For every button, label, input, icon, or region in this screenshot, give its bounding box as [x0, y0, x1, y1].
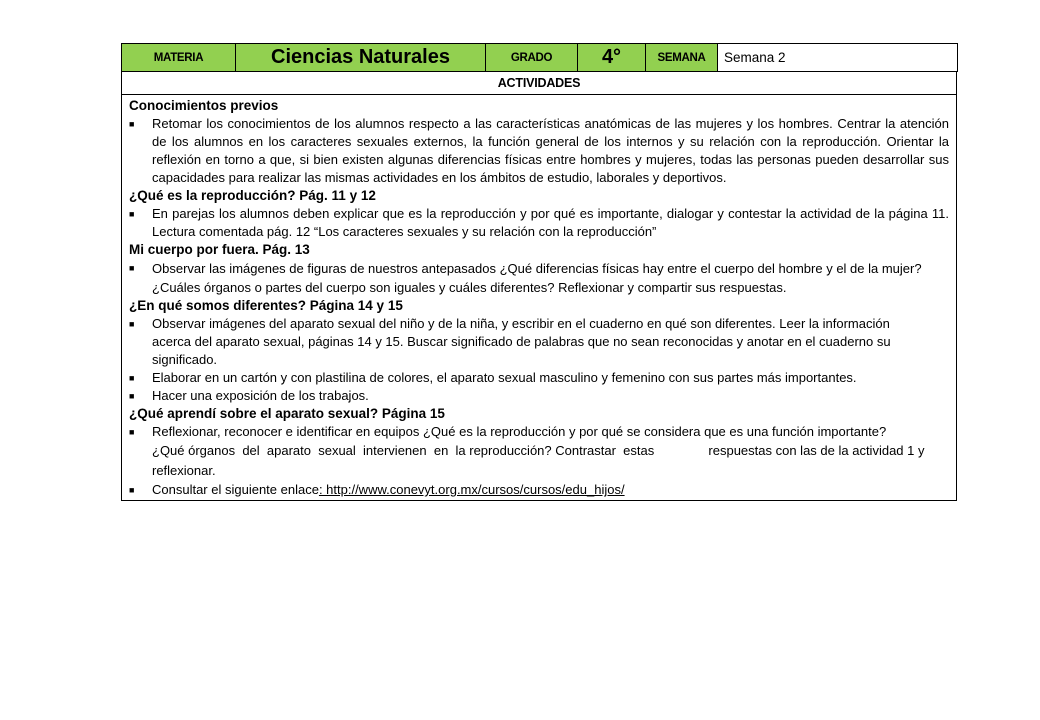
- square-bullet-icon: ■: [129, 391, 135, 401]
- square-bullet-icon: ■: [129, 373, 135, 383]
- list-item: ■ Retomar los conocimientos de los alumnos respecto a las características anatómicas de las mujeres y los hombres. Centrar la atención de los alumnos en los caracteres sexuales externos, la función general de los internos y su relación con la reproducción. Orientar la reflexión en torno a que, si bien existen algunas diferencias físicas entre hombres y mujeres, todas las personas pueden desarrollar sus capacidades para realizar las mismas actividades en los ámbitos de estudio, laborales y deportivos.: [129, 116, 949, 185]
- list-item: ■ Observar las imágenes de figuras de nuestros antepasados ¿Qué diferencias físicas hay entre el cuerpo del hombre y el de la mujer? ¿Cuáles órganos o partes del cuerpo son iguales y cuáles diferentes? Reflexionar y compartir sus respuestas.: [129, 261, 922, 295]
- list-item: ■ Observar imágenes del aparato sexual del niño y de la niña, y escribir en el cuaderno en qué son diferentes. Leer la información: [129, 316, 890, 331]
- list-item-continuation: acerca del aparato sexual, páginas 14 y 15. Buscar significado de palabras que no sean reconocidas y anotar en el cuaderno su significado.: [152, 334, 891, 367]
- actividades-heading: ACTIVIDADES: [121, 72, 957, 95]
- section-title-cuerpo: Mi cuerpo por fuera. Pág. 13: [129, 242, 310, 257]
- section-title-diferentes: ¿En qué somos diferentes? Página 14 y 15: [129, 298, 403, 313]
- header-table: [121, 43, 958, 72]
- section-title-aprendi: ¿Qué aprendí sobre el aparato sexual? Página 15: [129, 406, 445, 421]
- square-bullet-icon: ■: [129, 427, 135, 437]
- semana-value: Semana 2: [718, 44, 958, 72]
- activities-body: [121, 95, 957, 501]
- grado-label: GRADO: [486, 44, 578, 72]
- list-item: ■ Elaborar en un cartón y con plastilina de colores, el aparato sexual masculino y femenino con sus partes más importantes.: [129, 370, 857, 385]
- list-item: ■ Consultar el siguiente enlace: http://www.conevyt.org.mx/cursos/cursos/edu_hijos/: [129, 482, 625, 497]
- square-bullet-icon: ■: [129, 319, 135, 329]
- lesson-plan-sheet: [121, 43, 957, 501]
- square-bullet-icon: ■: [129, 209, 135, 219]
- grado-value: 4°: [578, 44, 646, 72]
- semana-label: SEMANA: [646, 44, 718, 72]
- square-bullet-icon: ■: [129, 263, 135, 273]
- list-item: ■ Hacer una exposición de los trabajos.: [129, 388, 369, 403]
- list-item: ■ En parejas los alumnos deben explicar que es la reproducción y por qué es importante, dialogar y contestar la actividad de la página 11. Lectura comentada pág. 12 “Los caracteres sexuales y su relación con la reproducción”: [129, 206, 949, 239]
- list-item: ■ Reflexionar, reconocer e identificar en equipos ¿Qué es la reproducción y por qué se considera que es una función importante?: [129, 424, 887, 439]
- section-title-reproduccion: ¿Qué es la reproducción? Pág. 11 y 12: [129, 188, 376, 203]
- square-bullet-icon: ■: [129, 119, 135, 129]
- section-title-conocimientos: Conocimientos previos: [129, 98, 279, 113]
- materia-value: Ciencias Naturales: [236, 44, 486, 72]
- list-item-continuation: ¿Qué órganos del aparato sexual intervienen en la reproducción? Contrastar estas respuestas con las de la actividad 1 y reflexionar.: [152, 443, 932, 478]
- materia-label: MATERIA: [122, 44, 236, 72]
- square-bullet-icon: ■: [129, 485, 135, 495]
- conevyt-link[interactable]: : http://www.conevyt.org.mx/cursos/cursos/edu_hijos/: [318, 482, 625, 497]
